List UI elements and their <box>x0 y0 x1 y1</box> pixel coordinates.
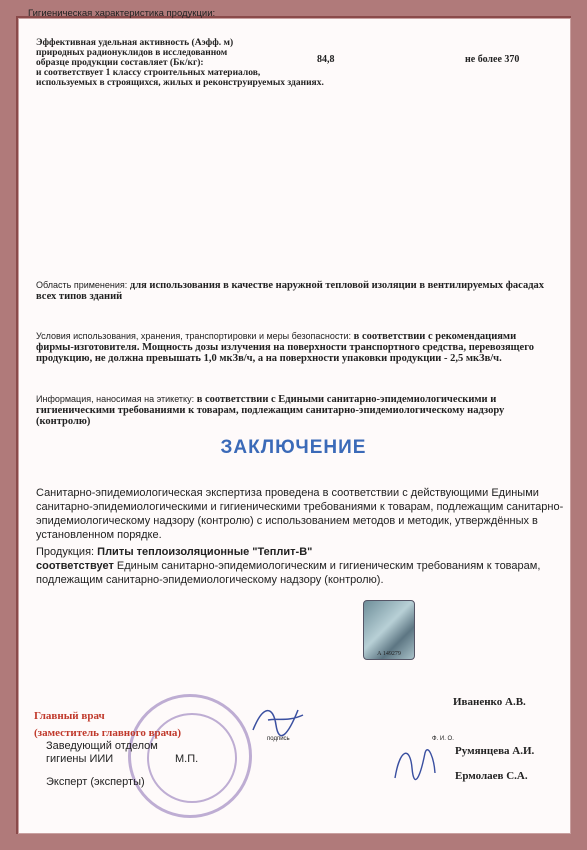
product-block <box>36 545 566 587</box>
label-info-block <box>36 394 556 427</box>
activity-line5: используемых в строящихся, жилых и реконструируемых зданиях. <box>36 78 324 88</box>
hologram-sticker <box>363 600 415 660</box>
signer-name-1: Иваненко А.В. <box>453 696 526 708</box>
activity-line1: Эффективная удельная активность (Аэфф. м) <box>36 38 234 48</box>
signature-caption: подпись <box>267 736 290 742</box>
signer-name-2: Румянцева А.И. <box>455 745 535 757</box>
conditions-label: Условия использования, хранения, транспортировки и меры безопасности: <box>36 331 352 341</box>
fio-caption: Ф. И. О. <box>432 736 454 742</box>
scope-label: Область применения: <box>36 280 128 290</box>
activity-block <box>36 38 336 88</box>
conditions-block <box>36 331 556 364</box>
deputy-label: (заместитель главного врача) <box>34 727 182 739</box>
chief-doctor-label: Главный врач <box>34 710 105 722</box>
activity-value: 84,8 <box>317 54 335 65</box>
activity-line2: природных радионуклидов в исследованном <box>36 48 228 58</box>
dept-head-line1: Заведующий отделом <box>46 740 158 752</box>
scope-text: для использования в качестве наружной тепловой изоляции в вентилируемых фасадах всех типов зданий <box>36 280 545 302</box>
hygienic-title: Гигиеническая характеристика продукции: <box>28 8 216 19</box>
conforms-label: соответствует <box>36 560 114 572</box>
signature-1-scribble <box>248 700 308 740</box>
expert-label: Эксперт (эксперты) <box>46 776 145 788</box>
mp-label: М.П. <box>175 753 199 765</box>
activity-limit: не более 370 <box>465 54 520 65</box>
product-name: Плиты теплоизоляционные "Теплит-В" <box>97 546 313 558</box>
dept-head-line2: гигиены ИИИ <box>46 753 114 765</box>
label-info-label: Информация, наносимая на этикетку: <box>36 394 195 404</box>
scope-block <box>36 280 556 302</box>
signature-2-scribble <box>390 738 440 788</box>
conditions-text: в соответствии с рекомендациями фирмы-изготовителя. Мощность дозы излучения на поверхности транспортного средства, перевозящего продукцию, не должна превышать 1,0 мкЗв/ч, а на поверхности упаковки продукции - 2,5 мкЗв/ч. <box>36 331 534 364</box>
activity-line4: и соответствует 1 классу строительных материалов, <box>36 68 261 78</box>
label-info-text: в соответствии с Едиными санитарно-эпидемиологическими и гигиеническими требованиями к товарам, подлежащим санитарно-эпидемиологическому надзору (контролю) <box>36 394 505 427</box>
conclusion-paragraph: Санитарно-эпидемиологическая экспертиза проведена в соответствии с действующими Едиными санитарно-эпидемиологическими и гигиеническими требованиями к товарам, подлежащим санитарно-эпидемиологическому надзору (контролю) с использованием методов и методик, утверждённых в установленном порядке. <box>36 487 564 541</box>
conclusion-title: ЗАКЛЮЧЕНИЕ <box>220 437 367 458</box>
conforms-text: Единым санитарно-эпидемиологическим и гигиеническим требованиям к товарам, подлежащим санитарно-эпидемиологическому надзору (контролю). <box>36 560 541 586</box>
signer-name-3: Ермолаев С.А. <box>455 770 528 782</box>
hologram-number: А 149279 <box>377 651 401 657</box>
product-label: Продукция: <box>36 546 95 558</box>
activity-line3: образце продукции составляет (Бк/кг): <box>36 58 204 68</box>
